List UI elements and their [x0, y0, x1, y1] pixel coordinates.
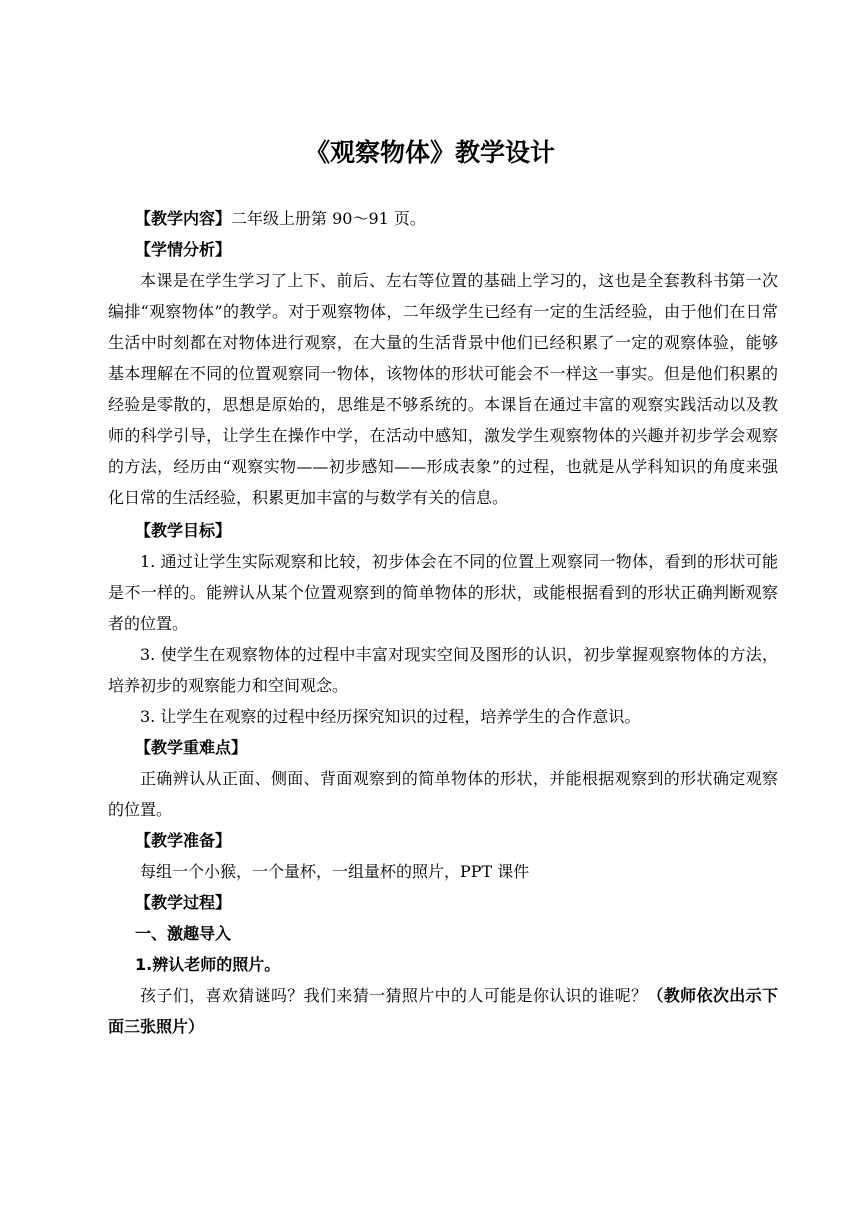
prep-paragraph: 每组一个小猴，一个量杯，一组量杯的照片，PPT 课件 [140, 862, 530, 881]
step-paragraph-1 [108, 980, 778, 1042]
step-text-1: 孩子们，喜欢猜谜吗？我们来猜一猜照片中的人可能是你认识的谁呢？ [140, 986, 648, 1005]
content-line [108, 203, 778, 234]
step-note-1: （教师依次出示下面三张照片） [108, 986, 778, 1036]
key-paragraph: 正确辨认从正面、侧面、背面观察到的简单物体的形状，并能根据观察到的形状确定观察的位置。 [108, 769, 778, 819]
key-heading: 【教学重难点】 [135, 738, 248, 757]
analysis-heading: 【学情分析】 [135, 240, 232, 259]
goal-item-1: 1. 通过让学生实际观察和比较，初步体会在不同的位置上观察同一物体，看到的形状可能是不一样的。能辨认从某个位置观察到的简单物体的形状，或能根据看到的形状正确判断观察者的位置。 [108, 552, 778, 633]
document-title: 《观察物体》教学设计 [304, 138, 555, 167]
prep-heading: 【教学准备】 [135, 831, 232, 850]
content-text: 二年级上册第 90～91 页。 [231, 209, 426, 228]
analysis-paragraph: 本课是在学生学习了上下、前后、左右等位置的基础上学习的，这也是全套教科书第一次编排“观察物体”的教学。对于观察物体，二年级学生已经有一定的生活经验，由于他们在日常生活中时刻都在对物体进行观察，在大量的生活背景中他们已经积累了一定的观察体验，能够基本理解在不同的位置观察同一物体，该物体的形状可能会不一样这一事实。但是他们积累的经验是零散的，思想是原始的，思维是不够系统的。本课旨在通过丰富的观察实践活动以及教师的科学引导，让学生在操作中学，在活动中感知，激发学生观察物体的兴趣并初步学会观察的方法，经历由“观察实物——初步感知——形成表象”的过程，也就是从学科知识的角度来强化日常的生活经验，积累更加丰富的与数学有关的信息。 [108, 271, 778, 507]
process-heading: 【教学过程】 [135, 893, 232, 912]
goal-item-3: 3. 让学生在观察的过程中经历探究知识的过程，培养学生的合作意识。 [140, 707, 641, 726]
goal-item-2: 3. 使学生在观察物体的过程中丰富对现实空间及图形的认识，初步掌握观察物体的方法，培养初步的观察能力和空间观念。 [108, 645, 778, 695]
document-body [108, 203, 778, 1042]
step-heading-1: 1.辨认老师的照片。 [135, 955, 281, 974]
content-heading: 【教学内容】 [135, 209, 232, 228]
section-heading-1: 一、激趣导入 [135, 924, 232, 943]
goals-heading: 【教学目标】 [135, 521, 232, 540]
